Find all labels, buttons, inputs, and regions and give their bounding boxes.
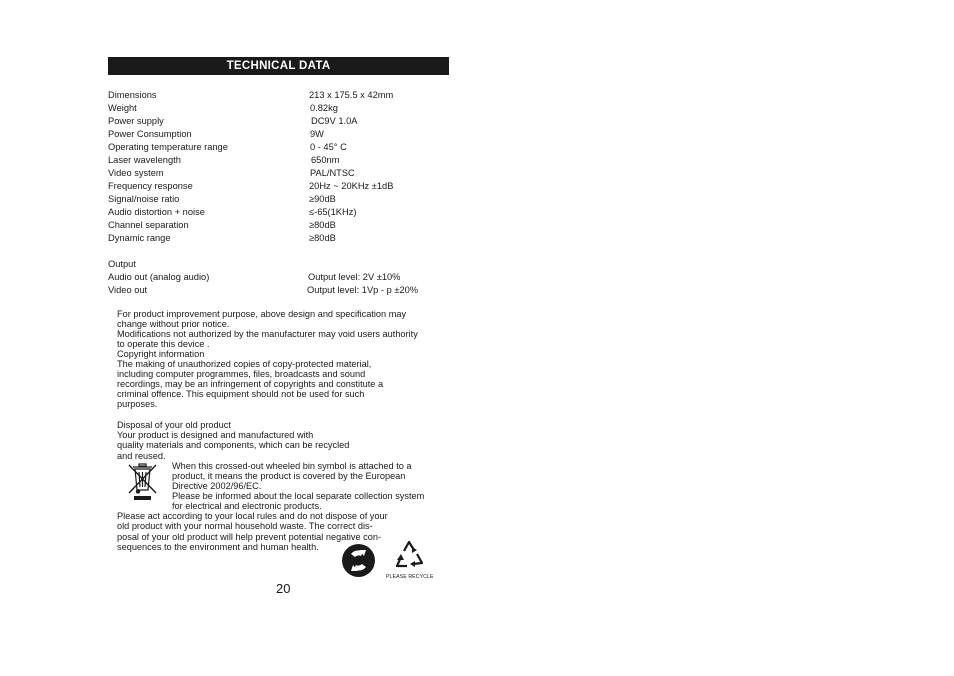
- text-line: for electrical and electronic products.: [172, 501, 322, 511]
- spec-value: 0.82kg: [310, 103, 338, 113]
- text-line: change without prior notice.: [117, 319, 230, 329]
- crossed-out-wheeled-bin-icon: [126, 462, 159, 502]
- spec-label: Video system: [108, 168, 164, 178]
- text-line: For product improvement purpose, above design and specification may: [117, 309, 407, 319]
- text-line: old product with your normal household waste. The correct dis-: [117, 521, 373, 531]
- text-line: Modifications not authorized by the manufacturer may void users authority: [117, 329, 418, 339]
- output-value: Output level: 2V ±10%: [308, 272, 401, 282]
- spec-value: DC9V 1.0A: [311, 116, 358, 126]
- spec-value: 650nm: [311, 155, 340, 165]
- text-line: Your product is designed and manufactured with: [117, 430, 314, 440]
- spec-label: Laser wavelength: [108, 155, 181, 165]
- recycle-icon: [391, 538, 427, 572]
- copyright-heading: Copyright information: [117, 349, 205, 359]
- text-line: quality materials and components, which can be recycled: [117, 440, 350, 450]
- text-line: criminal offence. This equipment should not be used for such: [117, 389, 365, 399]
- spec-label: Frequency response: [108, 181, 193, 191]
- spec-value: ≥90dB: [309, 194, 336, 204]
- spec-value: ≤-65(1KHz): [309, 207, 357, 217]
- spec-value: 20Hz ~ 20KHz ±1dB: [309, 181, 394, 191]
- text-line: posal of your old product will help prevent potential negative con-: [117, 532, 382, 542]
- text-line: recordings, may be an infringement of copyrights and constitute a: [117, 379, 384, 389]
- spec-label: Dimensions: [108, 90, 157, 100]
- output-label: Video out: [108, 285, 148, 295]
- text-line: and reused.: [117, 451, 166, 461]
- page-number: 20: [276, 581, 291, 596]
- text-line: including computer programmes, files, broadcasts and sound: [117, 369, 366, 379]
- spec-value: 0 - 45° C: [310, 142, 347, 152]
- spec-label: Operating temperature range: [108, 142, 228, 152]
- spec-value: ≥80dB: [309, 220, 336, 230]
- spec-value: PAL/NTSC: [310, 168, 355, 178]
- disposal-heading: Disposal of your old product: [117, 420, 231, 430]
- text-line: sequences to the environment and human health.: [117, 542, 319, 552]
- spec-value: 9W: [310, 129, 324, 139]
- text-line: purposes.: [117, 399, 158, 409]
- spec-label: Power supply: [108, 116, 164, 126]
- spec-label: Power Consumption: [108, 129, 192, 139]
- spec-label: Dynamic range: [108, 233, 171, 243]
- text-line: The making of unauthorized copies of copy-protected material,: [117, 359, 372, 369]
- spec-label: Channel separation: [108, 220, 189, 230]
- text-line: Please act according to your local rules and do not dispose of your: [117, 511, 388, 521]
- text-line: product, it means the product is covered by the European: [172, 471, 406, 481]
- spec-label: Audio distortion + noise: [108, 207, 205, 217]
- text-line: Please be informed about the local separate collection system: [172, 491, 425, 501]
- spec-value: ≥80dB: [309, 233, 336, 243]
- output-value: Output level: 1Vp - p ±20%: [307, 285, 419, 295]
- output-label: Audio out (analog audio): [108, 272, 210, 282]
- technical-data-heading: TECHNICAL DATA: [108, 57, 449, 75]
- spec-label: Signal/noise ratio: [108, 194, 180, 204]
- green-dot-icon: [341, 543, 376, 578]
- spec-value: 213 x 175.5 x 42mm: [309, 90, 394, 100]
- text-line: When this crossed-out wheeled bin symbol is attached to a: [172, 461, 412, 471]
- spec-label: Weight: [108, 103, 137, 113]
- recycle-label: PLEASE RECYCLE: [386, 574, 434, 580]
- text-line: to operate this device .: [117, 339, 210, 349]
- text-line: Directive 2002/96/EC.: [172, 481, 262, 491]
